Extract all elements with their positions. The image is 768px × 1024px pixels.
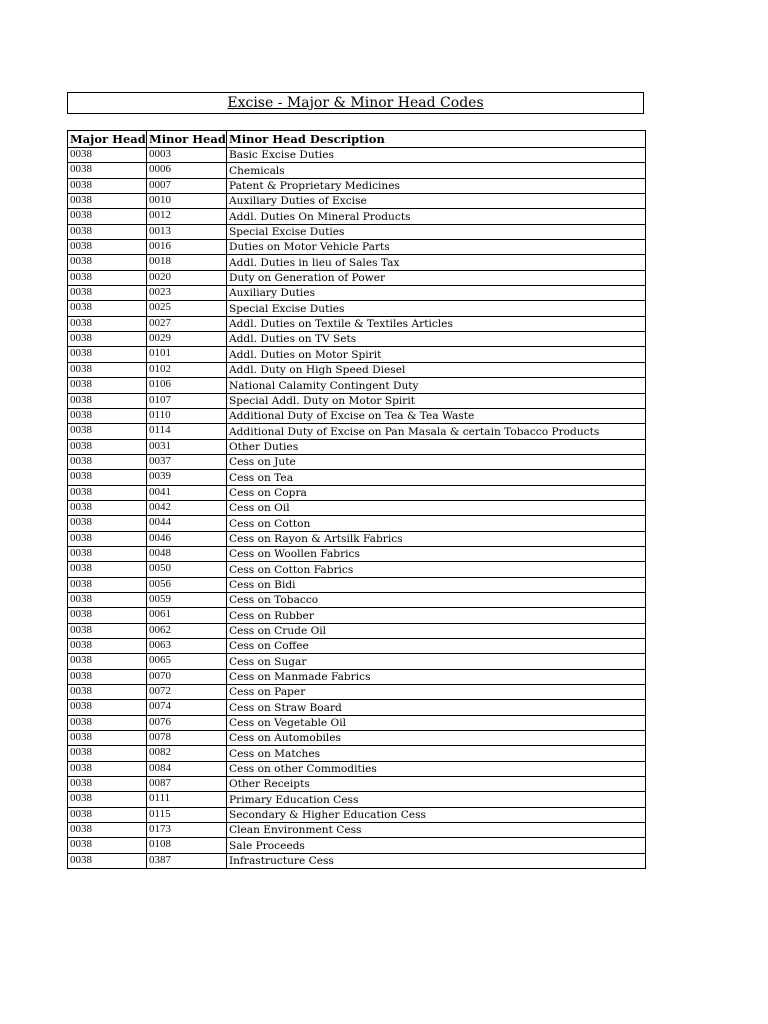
minor-head-cell: 0039 [147, 470, 227, 485]
minor-head-cell: 0020 [147, 270, 227, 285]
table-row [68, 148, 646, 163]
major-head-cell: 0038 [68, 347, 147, 362]
description-cell: Infrastructure Cess [227, 853, 646, 868]
description-cell: Cess on Vegetable Oil [227, 715, 646, 730]
minor-head-cell: 0387 [147, 853, 227, 868]
table-row [68, 700, 646, 715]
table-row [68, 853, 646, 868]
description-cell: Duty on Generation of Power [227, 270, 646, 285]
table-row [68, 209, 646, 224]
major-head-cell: 0038 [68, 577, 147, 592]
table-row [68, 301, 646, 316]
description-cell: Addl. Duties in lieu of Sales Tax [227, 255, 646, 270]
minor-head-cell: 0108 [147, 838, 227, 853]
table-row [68, 731, 646, 746]
major-head-cell: 0038 [68, 332, 147, 347]
major-head-cell: 0038 [68, 746, 147, 761]
major-head-cell: 0038 [68, 792, 147, 807]
major-head-cell: 0038 [68, 163, 147, 178]
description-cell: Clean Environment Cess [227, 823, 646, 838]
major-head-cell: 0038 [68, 224, 147, 239]
major-head-cell: 0038 [68, 731, 147, 746]
table-row [68, 639, 646, 654]
major-head-cell: 0038 [68, 424, 147, 439]
description-cell: Special Excise Duties [227, 224, 646, 239]
minor-head-cell: 0111 [147, 792, 227, 807]
description-cell: Cess on Rayon & Artsilk Fabrics [227, 531, 646, 546]
minor-head-cell: 0082 [147, 746, 227, 761]
minor-head-cell: 0029 [147, 332, 227, 347]
description-cell: Auxiliary Duties of Excise [227, 194, 646, 209]
description-cell: Addl. Duties on Textile & Textiles Articles [227, 316, 646, 331]
table-row [68, 286, 646, 301]
minor-head-cell: 0044 [147, 516, 227, 531]
description-cell: Addl. Duties On Mineral Products [227, 209, 646, 224]
table-row [68, 240, 646, 255]
major-head-cell: 0038 [68, 592, 147, 607]
major-head-cell: 0038 [68, 408, 147, 423]
table-row [68, 224, 646, 239]
major-head-cell: 0038 [68, 608, 147, 623]
major-head-cell: 0038 [68, 209, 147, 224]
table-row [68, 546, 646, 561]
table-row [68, 516, 646, 531]
major-head-cell: 0038 [68, 715, 147, 730]
description-cell: Cess on Straw Board [227, 700, 646, 715]
description-cell: Other Receipts [227, 777, 646, 792]
description-cell: Additional Duty of Excise on Tea & Tea Waste [227, 408, 646, 423]
table-row [68, 500, 646, 515]
description-cell: National Calamity Contingent Duty [227, 378, 646, 393]
description-cell: Cess on Automobiles [227, 731, 646, 746]
major-head-cell: 0038 [68, 286, 147, 301]
description-cell: Cess on Crude Oil [227, 623, 646, 638]
major-head-cell: 0038 [68, 270, 147, 285]
table-row [68, 485, 646, 500]
minor-head-cell: 0010 [147, 194, 227, 209]
table-row [68, 592, 646, 607]
table-row [68, 577, 646, 592]
minor-head-cell: 0018 [147, 255, 227, 270]
table-row [68, 807, 646, 822]
minor-head-cell: 0102 [147, 362, 227, 377]
minor-head-cell: 0046 [147, 531, 227, 546]
major-head-cell: 0038 [68, 439, 147, 454]
major-head-cell: 0038 [68, 838, 147, 853]
table-row [68, 454, 646, 469]
table-row [68, 792, 646, 807]
major-head-cell: 0038 [68, 807, 147, 822]
header-row [68, 131, 646, 148]
description-cell: Addl. Duty on High Speed Diesel [227, 362, 646, 377]
table-row [68, 715, 646, 730]
description-cell: Cess on Coffee [227, 639, 646, 654]
description-cell: Secondary & Higher Education Cess [227, 807, 646, 822]
minor-head-cell: 0106 [147, 378, 227, 393]
major-head-cell: 0038 [68, 378, 147, 393]
minor-head-cell: 0007 [147, 178, 227, 193]
minor-head-cell: 0115 [147, 807, 227, 822]
table-row [68, 623, 646, 638]
major-head-cell: 0038 [68, 562, 147, 577]
column-header-minor-head: Minor Head [147, 131, 227, 148]
document-title-box [67, 92, 644, 114]
description-cell: Special Excise Duties [227, 301, 646, 316]
major-head-cell: 0038 [68, 685, 147, 700]
table-row [68, 746, 646, 761]
description-cell: Cess on Paper [227, 685, 646, 700]
minor-head-cell: 0037 [147, 454, 227, 469]
major-head-cell: 0038 [68, 654, 147, 669]
major-head-cell: 0038 [68, 148, 147, 163]
major-head-cell: 0038 [68, 639, 147, 654]
minor-head-cell: 0065 [147, 654, 227, 669]
description-cell: Addl. Duties on TV Sets [227, 332, 646, 347]
column-header-major-head: Major Head [68, 131, 147, 148]
description-cell: Primary Education Cess [227, 792, 646, 807]
description-cell: Cess on Rubber [227, 608, 646, 623]
description-cell: Cess on Sugar [227, 654, 646, 669]
minor-head-cell: 0070 [147, 669, 227, 684]
table-row [68, 777, 646, 792]
minor-head-cell: 0063 [147, 639, 227, 654]
minor-head-cell: 0110 [147, 408, 227, 423]
table-row [68, 439, 646, 454]
description-cell: Cess on Jute [227, 454, 646, 469]
description-cell: Cess on Tobacco [227, 592, 646, 607]
table-row [68, 255, 646, 270]
minor-head-cell: 0050 [147, 562, 227, 577]
column-header-minor-head-description: Minor Head Description [227, 131, 646, 148]
major-head-cell: 0038 [68, 470, 147, 485]
minor-head-cell: 0012 [147, 209, 227, 224]
minor-head-cell: 0114 [147, 424, 227, 439]
description-cell: Basic Excise Duties [227, 148, 646, 163]
table-row [68, 761, 646, 776]
minor-head-cell: 0076 [147, 715, 227, 730]
minor-head-cell: 0059 [147, 592, 227, 607]
description-cell: Cess on Cotton [227, 516, 646, 531]
description-cell: Cess on Bidi [227, 577, 646, 592]
table-row [68, 332, 646, 347]
major-head-cell: 0038 [68, 500, 147, 515]
description-cell: Cess on Manmade Fabrics [227, 669, 646, 684]
description-cell: Cess on Tea [227, 470, 646, 485]
major-head-cell: 0038 [68, 531, 147, 546]
description-cell: Sale Proceeds [227, 838, 646, 853]
table-row [68, 393, 646, 408]
table-row [68, 316, 646, 331]
table-row [68, 531, 646, 546]
major-head-cell: 0038 [68, 623, 147, 638]
head-codes-table [67, 130, 646, 869]
major-head-cell: 0038 [68, 700, 147, 715]
minor-head-cell: 0101 [147, 347, 227, 362]
description-cell: Additional Duty of Excise on Pan Masala & certain Tobacco Products [227, 424, 646, 439]
major-head-cell: 0038 [68, 255, 147, 270]
table-row [68, 194, 646, 209]
major-head-cell: 0038 [68, 362, 147, 377]
table-row [68, 178, 646, 193]
minor-head-cell: 0016 [147, 240, 227, 255]
description-cell: Auxiliary Duties [227, 286, 646, 301]
minor-head-cell: 0027 [147, 316, 227, 331]
minor-head-cell: 0107 [147, 393, 227, 408]
table-row [68, 838, 646, 853]
major-head-cell: 0038 [68, 454, 147, 469]
minor-head-cell: 0023 [147, 286, 227, 301]
description-cell: Cess on Matches [227, 746, 646, 761]
table-row [68, 362, 646, 377]
description-cell: Cess on other Commodities [227, 761, 646, 776]
table-row [68, 408, 646, 423]
minor-head-cell: 0061 [147, 608, 227, 623]
major-head-cell: 0038 [68, 516, 147, 531]
major-head-cell: 0038 [68, 194, 147, 209]
table-header [68, 131, 646, 148]
major-head-cell: 0038 [68, 393, 147, 408]
table-body [68, 148, 646, 869]
table-row [68, 823, 646, 838]
description-cell: Other Duties [227, 439, 646, 454]
description-cell: Duties on Motor Vehicle Parts [227, 240, 646, 255]
table-row [68, 163, 646, 178]
description-cell: Chemicals [227, 163, 646, 178]
major-head-cell: 0038 [68, 316, 147, 331]
major-head-cell: 0038 [68, 777, 147, 792]
major-head-cell: 0038 [68, 546, 147, 561]
minor-head-cell: 0013 [147, 224, 227, 239]
minor-head-cell: 0048 [147, 546, 227, 561]
major-head-cell: 0038 [68, 853, 147, 868]
document-title: Excise - Major & Minor Head Codes [227, 95, 484, 111]
minor-head-cell: 0031 [147, 439, 227, 454]
table-row [68, 608, 646, 623]
minor-head-cell: 0003 [147, 148, 227, 163]
major-head-cell: 0038 [68, 669, 147, 684]
minor-head-cell: 0072 [147, 685, 227, 700]
table-row [68, 470, 646, 485]
minor-head-cell: 0074 [147, 700, 227, 715]
description-cell: Cess on Cotton Fabrics [227, 562, 646, 577]
table-row [68, 270, 646, 285]
description-cell: Patent & Proprietary Medicines [227, 178, 646, 193]
minor-head-cell: 0078 [147, 731, 227, 746]
minor-head-cell: 0173 [147, 823, 227, 838]
description-cell: Cess on Oil [227, 500, 646, 515]
minor-head-cell: 0041 [147, 485, 227, 500]
table-row [68, 424, 646, 439]
table-row [68, 685, 646, 700]
minor-head-cell: 0006 [147, 163, 227, 178]
major-head-cell: 0038 [68, 823, 147, 838]
major-head-cell: 0038 [68, 301, 147, 316]
description-cell: Cess on Woollen Fabrics [227, 546, 646, 561]
minor-head-cell: 0025 [147, 301, 227, 316]
table-row [68, 562, 646, 577]
minor-head-cell: 0087 [147, 777, 227, 792]
table-row [68, 378, 646, 393]
table-row [68, 669, 646, 684]
minor-head-cell: 0084 [147, 761, 227, 776]
table-row [68, 347, 646, 362]
description-cell: Cess on Copra [227, 485, 646, 500]
minor-head-cell: 0042 [147, 500, 227, 515]
description-cell: Special Addl. Duty on Motor Spirit [227, 393, 646, 408]
major-head-cell: 0038 [68, 240, 147, 255]
minor-head-cell: 0056 [147, 577, 227, 592]
minor-head-cell: 0062 [147, 623, 227, 638]
major-head-cell: 0038 [68, 485, 147, 500]
table-row [68, 654, 646, 669]
major-head-cell: 0038 [68, 178, 147, 193]
major-head-cell: 0038 [68, 761, 147, 776]
description-cell: Addl. Duties on Motor Spirit [227, 347, 646, 362]
